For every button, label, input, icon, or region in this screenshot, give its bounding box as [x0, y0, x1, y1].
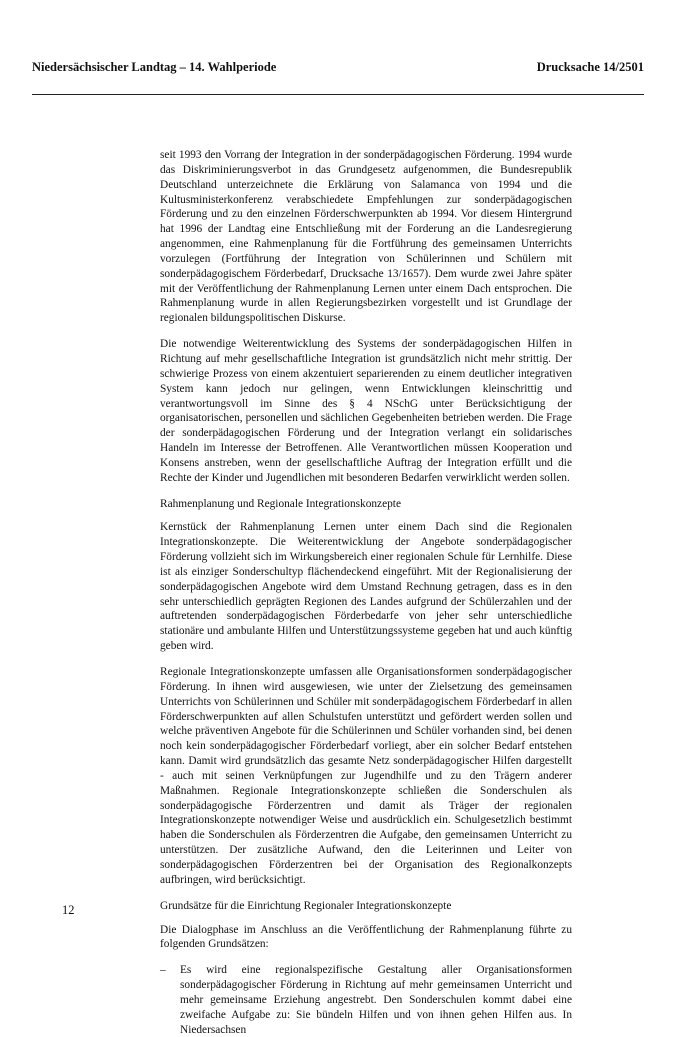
running-header [32, 60, 644, 80]
main-text [160, 148, 572, 1037]
page-number: 12 [62, 903, 75, 917]
paragraph-regionale-konzepte: Regionale Integrationskonzepte umfassen alle Organisationsformen sonderpädagogischer Förderung. In ihnen wird ausgewiesen, wie unter der Zielsetzung des gemeinsamen Unterrichts von Schülerinnen und Schüler mit sonderpädagogischem Förderbedarf in allen Förderschwerpunkten auf allen Schulstufen unterstützt und gefördert werden sollen und welche präventiven Angebote für die Schülerinnen und Schüler vorhanden sind, bei denen noch kein sonderpädagogischer Förderbedarf vorliegt, aber ein solcher Bedarf entstehen kann. Damit wird grundsätzlich das gesamte Netz sonderpädagogischer Hilfen dargestellt - auch mit seinen Verknüpfungen zur Jugendhilfe und zu den Trägern anderer Maßnahmen. Regionale Integrationskonzepte schließen die Sonderschulen als sonderpädagogische Förderzentren und damit als Träger der regionalen Integrationskonzepte notwendiger Weise und ausdrücklich ein. Schulgesetzlich bestimmt haben die Sonderschulen als Förderzentren die Aufgabe, den gemeinsamen Unterricht zu unterstützen. Der zusätzliche Aufwand, den die Leiterinnen und Leiter von sonderpädagogischen Förderzentren bei der Organisation des Regionalkonzepts aufbringen, wird berücksichtigt. [160, 666, 572, 886]
list-item-text: Es wird eine regionalspezifische Gestaltung aller Organisationsformen sonderpädagogischer Förderung in Richtung auf mehr gemeinsamen Unterricht und mehr gemeinsame Erziehung angestrebt. Den Sonderschulen kommt dabei eine zweifache Aufgabe zu: Sie bündeln Hilfen und von ihnen gehen Hilfen aus. In Niedersachsen [180, 964, 572, 1036]
header-parliament-title: Niedersächsischer Landtag – 14. Wahlperiode [32, 60, 277, 74]
header-document-number: Drucksache 14/2501 [536, 60, 644, 74]
paragraph-intro: seit 1993 den Vorrang der Integration in der sonderpädagogischen Förderung. 1994 wurde das Diskriminierungsverbot in das Grundgesetz aufgenommen, die Bundesrepublik Deutschland unterzeichnete die Erklärung von Salamanca von 1994 und die Kultusministerkonferenz verabschiedete Empfehlungen zur sonderpädagogischen Förderung und zu den einzelnen Förderschwerpunkten ab 1994. Vor diesem Hintergrund hat 1996 der Landtag eine Entschließung mit der Forderung an die Landesregierung angenommen, eine Rahmenplanung für die Fortführung des gemeinsamen Unterrichts vorzulegen (Fortführung der Integration von Schülerinnen und Schülern mit sonderpädagogischem Förderbedarf, Drucksache 13/1657). Dem wurde zwei Jahre später mit der Veröffentlichung der Rahmenplanung Lernen unter einem Dach entsprochen. Die Rahmenplanung wurde in allen Regierungsbezirken vorgestellt und ist Grundlage der regionalen bildungspolitischen Diskurse. [160, 149, 572, 325]
subheading-grundsaetze: Grundsätze für die Einrichtung Regionaler Integrationskonzepte [160, 899, 452, 912]
subheading-rahmenplanung: Rahmenplanung und Regionale Integrationskonzepte [160, 497, 401, 510]
paragraph-kernstueck: Kernstück der Rahmenplanung Lernen unter einem Dach sind die Regionalen Integrationskonzepte. Die Weiterentwicklung der Angebote sonderpädagogischer Förderung vollzieht sich im Wirkungsbereich einer regionalen Schule für Lernhilfe. Diese ist als einziger Sonderschultyp flächendeckend eingeführt. Mit der Regionalisierung der sonderpädagogischen Angebote wird dem Umstand Rechnung getragen, dass es in den sehr unterschiedlich geprägten Regionen des Landes aufgrund der Schülerzahlen und der auftretenden sonderpädagogischen Förderbedarfe von jeher sehr unterschiedliche stationäre und ambulante Hilfen und Unterstützungssysteme gegeben hat und auch künftig geben wird. [160, 521, 572, 653]
paragraph-development: Die notwendige Weiterentwicklung des Systems der sonderpädagogischen Hilfen in Richtung auf mehr gesellschaftliche Integration ist grundsätzlich nicht mehr strittig. Der schwierige Prozess von einem akzentuiert separierenden zu einem deutlicher integrativen System kann jedoch nur gelingen, wenn Entwicklungen kleinschrittig und verantwortungsvoll im Sinne des § 4 NSchG unter Berücksichtigung der organisatorischen, personellen und sächlichen Gegebenheiten betrieben werden. Die Frage der sonderpädagogischen Förderung und der Integration verlangt ein solidarisches Handeln im Interesse der Betroffenen. Alle Verantwortlichen müssen Kooperation und Konsens anstreben, wenn der gesellschaftliche Auftrag der Integration erfüllt und die Rechte der Kinder und Jugendlichen mit besonderen Bedarfen verwirklicht werden sollen. [160, 338, 572, 484]
dash-marker: – [160, 964, 166, 977]
header-rule [32, 94, 644, 95]
list-item [160, 963, 572, 1037]
paragraph-dialogphase: Die Dialogphase im Anschluss an die Veröffentlichung der Rahmenplanung führte zu folgenden Grundsätzen: [160, 923, 572, 951]
